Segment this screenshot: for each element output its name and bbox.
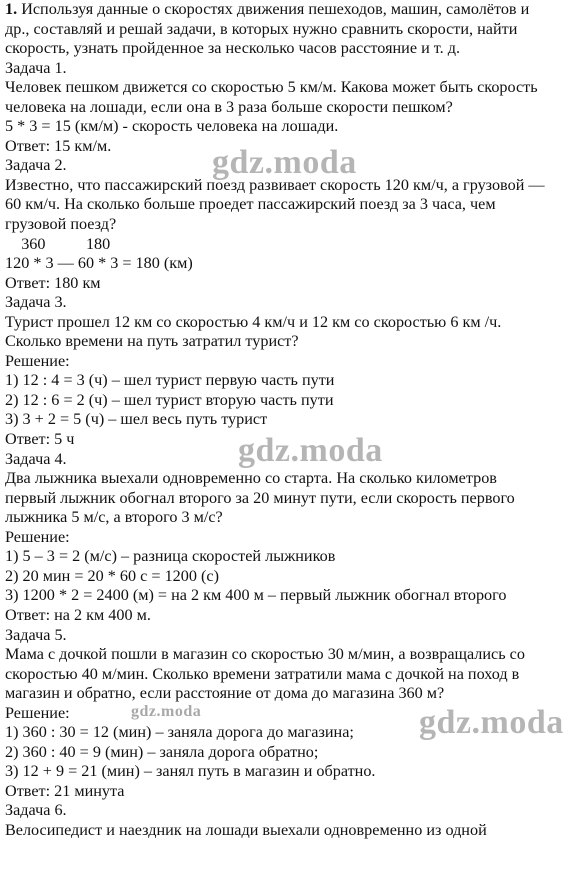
- text-line: Два лыжника выехали одновременно со старта. На сколько километров: [5, 469, 497, 488]
- text-line: Человек пешком движется со скоростью 5 км/м. Какова может быть скорость: [5, 78, 538, 97]
- text-line: Турист прошел 12 км со скоростью 4 км/ч и 12 км со скоростью 6 км /ч.: [5, 312, 502, 331]
- intro-line-3: скорость, узнать пройденное за несколько часов расстояние и т. д.: [5, 39, 461, 58]
- task-title: Задача 2.: [5, 156, 67, 175]
- solution-step: 1) 360 : 30 = 12 (мин) – заняла дорога до магазина;: [5, 723, 354, 742]
- text-line: первый лыжник обогнал второго за 20 минут пути, если скорость первого: [5, 488, 515, 507]
- solution-step: 2) 360 : 40 = 9 (мин) – заняла дорога обратно;: [5, 742, 319, 761]
- exercise-number: 1.: [5, 0, 18, 18]
- solution-step: 3) 12 + 9 = 21 (мин) – занял путь в магазин и обратно.: [5, 762, 376, 781]
- watermark: gdz.moda: [131, 703, 202, 720]
- answer-line: Ответ: 180 км: [5, 273, 101, 292]
- watermark: gdz.moda: [419, 704, 564, 741]
- task-title: Задача 1.: [5, 58, 67, 77]
- solution-step: 1) 12 : 4 = 3 (ч) – шел турист первую часть пути: [5, 371, 335, 390]
- answer-line: Ответ: 15 км/м.: [5, 136, 112, 155]
- solution-step: 1) 5 – 3 = 2 (м/с) – разница скоростей лыжников: [5, 547, 336, 566]
- text-line: грузовой поезд?: [5, 215, 117, 234]
- solution-line: 5 * 3 = 15 (км/м) - скорость человека на лошади.: [5, 117, 339, 136]
- task-title: Задача 4.: [5, 449, 67, 468]
- text-line: 60 км/ч. На сколько больше проедет пассажирский поезд за 3 часа, чем: [5, 195, 496, 214]
- watermark: gdz.moda: [238, 432, 383, 469]
- task-title: Задача 5.: [5, 625, 67, 644]
- text-line: Мама с дочкой пошли в магазин со скоростью 30 м/мин, а возвращались со: [5, 645, 525, 664]
- text-line: человека на лошади, если она в 3 раза больше скорости пешком?: [5, 97, 453, 116]
- answer-line: Ответ: 21 минута: [5, 781, 125, 800]
- solution-heading: Решение:: [5, 351, 70, 370]
- text-line: магазин и обратно, если расстояние от дома до магазина 360 м?: [5, 684, 445, 703]
- solution-step: 2) 12 : 6 = 2 (ч) – шел турист вторую часть пути: [5, 390, 334, 409]
- task-title: Задача 6.: [5, 801, 67, 820]
- intro-text: Используя данные о скоростях движения пешеходов, машин, самолётов и: [21, 0, 530, 18]
- solution-heading: Решение:: [5, 703, 70, 722]
- solution-line: 120 * 3 — 60 * 3 = 180 (км): [5, 254, 193, 273]
- answer-line: Ответ: на 2 км 400 м.: [5, 605, 151, 624]
- text-line: лыжника 5 м/с, а второго 3 м/с?: [5, 508, 223, 527]
- intro-line-2: др., составляй и решай задачи, в которых нужно сравнить скорости, найти: [5, 19, 518, 38]
- solution-step: 2) 20 мин = 20 * 60 с = 1200 (с): [5, 566, 219, 585]
- solution-heading: Решение:: [5, 527, 70, 546]
- text-line: скоростью 40 м/мин. Сколько времени затратили мама с дочкой на поход в: [5, 664, 520, 683]
- answer-line: Ответ: 5 ч: [5, 430, 75, 449]
- task-title: Задача 3.: [5, 293, 67, 312]
- intro-line-1: [5, 0, 583, 20]
- solution-step: 3) 3 + 2 = 5 (ч) – шел весь путь турист: [5, 410, 268, 429]
- text-line: Сколько времени на путь затратил турист?: [5, 332, 299, 351]
- watermark: gdz.moda: [212, 144, 357, 181]
- intermediate-values-line: 360 180: [5, 234, 111, 253]
- text-line: Известно, что пассажирский поезд развивает скорость 120 км/ч, а грузовой —: [5, 175, 545, 194]
- solution-step: 3) 1200 * 2 = 2400 (м) = на 2 км 400 м – первый лыжник обогнал второго: [5, 586, 507, 605]
- text-line: Велосипедист и наездник на лошади выехали одновременно из одной: [5, 820, 487, 839]
